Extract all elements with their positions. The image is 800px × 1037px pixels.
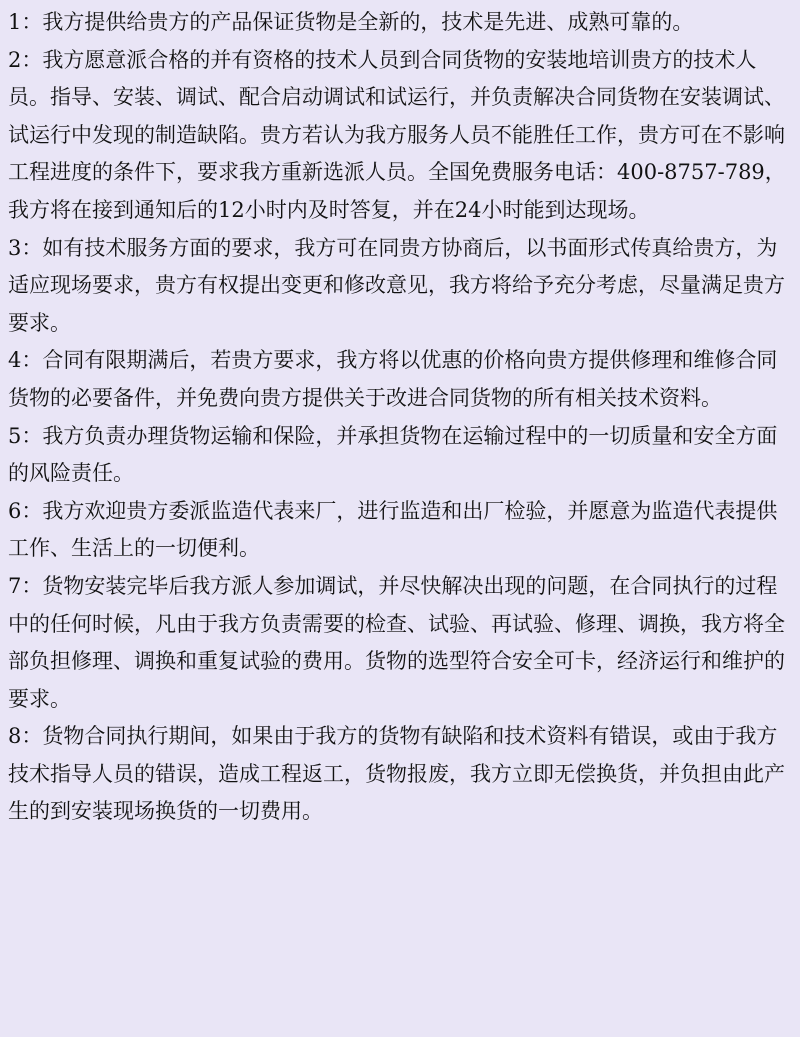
commitment-item-2: 2：我方愿意派合格的并有资格的技术人员到合同货物的安装地培训贵方的技术人员。指导、安装、调试、配合启动调试和试运行，并负责解决合同货物在安装调试、试运行中发现的制造缺陷。贵方若认为我方服务人员不能胜任工作，贵方可在不影响工程进度的条件下，要求我方重新选派人员。全国免费服务电话：400-8757-789，我方将在接到通知后的12小时内及时答复，并在24小时能到达现场。 bbox=[8, 47, 786, 222]
commitment-item-1: 1：我方提供给贵方的产品保证货物是全新的，技术是先进、成熟可靠的。 bbox=[8, 10, 694, 34]
commitment-item-4: 4：合同有限期满后，若贵方要求，我方将以优惠的价格向贵方提供修理和维修合同货物的必要备件，并免费向贵方提供关于改进合同货物的所有相关技术资料。 bbox=[8, 348, 778, 410]
commitment-list bbox=[8, 4, 794, 831]
commitment-item-7: 7：货物安装完毕后我方派人参加调试，并尽快解决出现的问题，在合同执行的过程中的任何时候，凡由于我方负责需要的检查、试验、再试验、修理、调换，我方将全部负担修理、调换和重复试验的费用。货物的选型符合安全可卡，经济运行和维护的要求。 bbox=[8, 573, 785, 711]
commitment-item-6: 6：我方欢迎贵方委派监造代表来厂，进行监造和出厂检验，并愿意为监造代表提供工作、生活上的一切便利。 bbox=[8, 498, 778, 561]
commitment-item-5: 5：我方负责办理货物运输和保险，并承担货物在运输过程中的一切质量和安全方面的风险责任。 bbox=[8, 423, 778, 486]
commitment-item-3: 3：如有技术服务方面的要求，我方可在同贵方协商后，以书面形式传真给贵方，为适应现场要求，贵方有权提出变更和修改意见，我方将给予充分考虑，尽量满足贵方要求。 bbox=[8, 235, 785, 335]
commitment-item-8: 8：货物合同执行期间，如果由于我方的货物有缺陷和技术资料有错误，或由于我方技术指导人员的错误，造成工程返工，货物报废，我方立即无偿换货，并负担由此产生的到安装现场换货的一切费用。 bbox=[8, 724, 785, 824]
